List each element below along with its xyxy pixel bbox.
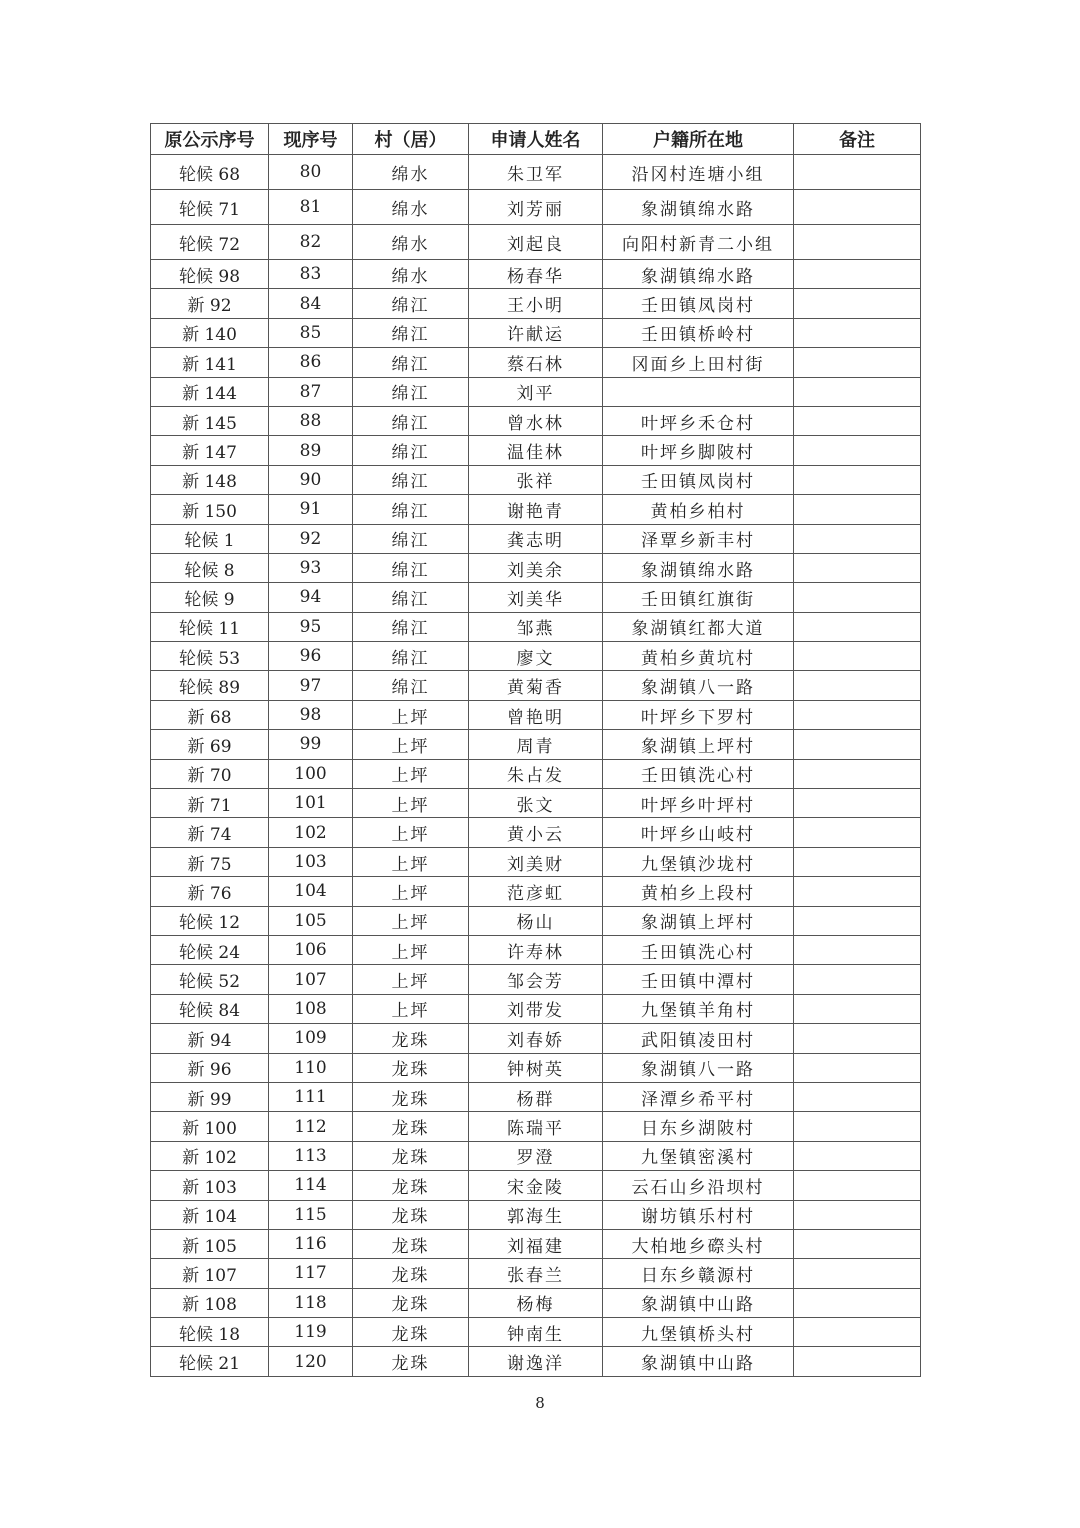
table-row [151,1053,921,1082]
village-cell: 龙珠 [353,1141,469,1170]
remarks-cell [794,906,921,935]
current-number-cell: 87 [269,377,353,406]
remarks-cell [794,730,921,759]
current-number-cell: 84 [269,289,353,318]
village-cell: 上坪 [353,818,469,847]
applicant-name-cell: 谢逸洋 [469,1347,603,1376]
remarks-cell [794,260,921,289]
remarks-cell [794,190,921,225]
village-cell: 绵江 [353,612,469,641]
household-registration-cell: 象湖镇绵水路 [603,553,794,582]
applicant-name-cell: 杨春华 [469,260,603,289]
current-number-cell: 104 [269,877,353,906]
table-row [151,1288,921,1317]
village-cell: 龙珠 [353,1053,469,1082]
current-number-cell: 99 [269,730,353,759]
current-number-cell: 91 [269,495,353,524]
current-number-cell: 120 [269,1347,353,1376]
table-row [151,759,921,788]
table-row [151,1171,921,1200]
original-number-cell: 新 75 [151,847,269,876]
household-registration-cell: 象湖镇八一路 [603,1053,794,1082]
applicant-name-cell: 周青 [469,730,603,759]
remarks-cell [794,583,921,612]
header-village: 村（居） [353,124,469,155]
household-registration-cell: 象湖镇八一路 [603,671,794,700]
remarks-cell [794,1200,921,1229]
village-cell: 绵水 [353,225,469,260]
household-registration-cell: 黄柏乡上段村 [603,877,794,906]
household-registration-cell: 黄柏乡柏村 [603,495,794,524]
table-row [151,1318,921,1347]
remarks-cell [794,1259,921,1288]
applicant-name-cell: 蔡石林 [469,348,603,377]
village-cell: 龙珠 [353,1318,469,1347]
current-number-cell: 105 [269,906,353,935]
table-row [151,436,921,465]
table-row [151,348,921,377]
applicant-name-cell: 温佳林 [469,436,603,465]
remarks-cell [794,1171,921,1200]
village-cell: 上坪 [353,906,469,935]
current-number-cell: 86 [269,348,353,377]
village-cell: 龙珠 [353,1171,469,1200]
remarks-cell [794,1082,921,1111]
applicant-name-cell: 曾艳明 [469,700,603,729]
household-registration-cell: 叶坪乡禾仓村 [603,406,794,435]
original-number-cell: 新 69 [151,730,269,759]
original-number-cell: 新 96 [151,1053,269,1082]
remarks-cell [794,759,921,788]
current-number-cell: 100 [269,759,353,788]
original-number-cell: 轮候 84 [151,994,269,1023]
applicant-name-cell: 刘带发 [469,994,603,1023]
current-number-cell: 89 [269,436,353,465]
table-row [151,260,921,289]
original-number-cell: 新 104 [151,1200,269,1229]
household-registration-cell: 叶坪乡山岐村 [603,818,794,847]
applicant-name-cell: 廖文 [469,642,603,671]
original-number-cell: 新 92 [151,289,269,318]
current-number-cell: 109 [269,1024,353,1053]
remarks-cell [794,348,921,377]
applicant-name-cell: 刘福建 [469,1229,603,1258]
table-row [151,190,921,225]
original-number-cell: 轮候 98 [151,260,269,289]
original-number-cell: 轮候 68 [151,155,269,190]
table-row [151,906,921,935]
original-number-cell: 轮候 72 [151,225,269,260]
applicant-name-cell: 刘春娇 [469,1024,603,1053]
applicant-name-cell: 刘平 [469,377,603,406]
original-number-cell: 轮候 11 [151,612,269,641]
remarks-cell [794,377,921,406]
remarks-cell [794,406,921,435]
original-number-cell: 新 76 [151,877,269,906]
current-number-cell: 81 [269,190,353,225]
village-cell: 绵江 [353,524,469,553]
household-registration-cell: 日东乡湖陂村 [603,1112,794,1141]
applicant-name-cell: 罗澄 [469,1141,603,1170]
original-number-cell: 轮候 53 [151,642,269,671]
village-cell: 龙珠 [353,1259,469,1288]
table-row [151,406,921,435]
remarks-cell [794,524,921,553]
applicant-name-cell: 郭海生 [469,1200,603,1229]
current-number-cell: 94 [269,583,353,612]
current-number-cell: 106 [269,935,353,964]
current-number-cell: 98 [269,700,353,729]
original-number-cell: 新 145 [151,406,269,435]
village-cell: 绵江 [353,495,469,524]
household-registration-cell: 象湖镇中山路 [603,1288,794,1317]
current-number-cell: 116 [269,1229,353,1258]
applicant-name-cell: 黄菊香 [469,671,603,700]
household-registration-cell: 泽覃乡新丰村 [603,524,794,553]
applicant-name-cell: 刘芳丽 [469,190,603,225]
household-registration-cell: 壬田镇桥岭村 [603,318,794,347]
table-row [151,495,921,524]
village-cell: 上坪 [353,759,469,788]
household-registration-cell: 九堡镇沙垅村 [603,847,794,876]
remarks-cell [794,1024,921,1053]
current-number-cell: 110 [269,1053,353,1082]
table-row [151,994,921,1023]
table-row [151,642,921,671]
header-current-number: 现序号 [269,124,353,155]
applicant-name-cell: 刘起良 [469,225,603,260]
applicant-name-cell: 刘美余 [469,553,603,582]
page-number: 8 [535,1394,545,1412]
village-cell: 上坪 [353,700,469,729]
original-number-cell: 轮候 12 [151,906,269,935]
table-body [151,155,921,1377]
current-number-cell: 115 [269,1200,353,1229]
current-number-cell: 96 [269,642,353,671]
village-cell: 绵水 [353,155,469,190]
applicant-name-cell: 陈瑞平 [469,1112,603,1141]
original-number-cell: 新 107 [151,1259,269,1288]
remarks-cell [794,1141,921,1170]
current-number-cell: 113 [269,1141,353,1170]
current-number-cell: 117 [269,1259,353,1288]
original-number-cell: 新 144 [151,377,269,406]
original-number-cell: 新 108 [151,1288,269,1317]
current-number-cell: 95 [269,612,353,641]
remarks-cell [794,671,921,700]
applicant-name-cell: 许献运 [469,318,603,347]
remarks-cell [794,1318,921,1347]
applicant-name-cell: 杨山 [469,906,603,935]
household-registration-cell: 象湖镇绵水路 [603,260,794,289]
remarks-cell [794,495,921,524]
table-row [151,225,921,260]
original-number-cell: 新 105 [151,1229,269,1258]
applicant-name-cell: 黄小云 [469,818,603,847]
table-row [151,877,921,906]
table-row [151,1200,921,1229]
village-cell: 绵水 [353,190,469,225]
applicant-name-cell: 朱卫军 [469,155,603,190]
table-row [151,583,921,612]
household-registration-cell [603,377,794,406]
applicant-name-cell: 朱占发 [469,759,603,788]
header-household-registration: 户籍所在地 [603,124,794,155]
remarks-cell [794,465,921,494]
current-number-cell: 107 [269,965,353,994]
table-row [151,935,921,964]
current-number-cell: 108 [269,994,353,1023]
village-cell: 上坪 [353,877,469,906]
household-registration-cell: 叶坪乡下罗村 [603,700,794,729]
table-row [151,318,921,347]
village-cell: 绵江 [353,406,469,435]
household-registration-cell: 象湖镇中山路 [603,1347,794,1376]
original-number-cell: 新 68 [151,700,269,729]
applicant-name-cell: 钟树英 [469,1053,603,1082]
original-number-cell: 新 70 [151,759,269,788]
applicant-name-cell: 谢艳青 [469,495,603,524]
village-cell: 龙珠 [353,1347,469,1376]
original-number-cell: 轮候 71 [151,190,269,225]
current-number-cell: 101 [269,789,353,818]
current-number-cell: 119 [269,1318,353,1347]
table-row [151,612,921,641]
remarks-cell [794,1053,921,1082]
applicant-table [150,123,921,1377]
table-row [151,1112,921,1141]
header-applicant-name: 申请人姓名 [469,124,603,155]
table-row [151,1259,921,1288]
village-cell: 绵江 [353,436,469,465]
remarks-cell [794,818,921,847]
household-registration-cell: 沿冈村连塘小组 [603,155,794,190]
remarks-cell [794,612,921,641]
table-row [151,818,921,847]
table-row [151,700,921,729]
current-number-cell: 83 [269,260,353,289]
village-cell: 上坪 [353,935,469,964]
remarks-cell [794,994,921,1023]
household-registration-cell: 象湖镇上坪村 [603,906,794,935]
remarks-cell [794,1229,921,1258]
applicant-name-cell: 刘美华 [469,583,603,612]
applicant-name-cell: 曾水林 [469,406,603,435]
current-number-cell: 97 [269,671,353,700]
household-registration-cell: 壬田镇洗心村 [603,759,794,788]
original-number-cell: 轮候 24 [151,935,269,964]
applicant-name-cell: 张文 [469,789,603,818]
village-cell: 龙珠 [353,1288,469,1317]
current-number-cell: 82 [269,225,353,260]
original-number-cell: 新 74 [151,818,269,847]
household-registration-cell: 大柏地乡磜头村 [603,1229,794,1258]
village-cell: 上坪 [353,730,469,759]
applicant-name-cell: 杨群 [469,1082,603,1111]
applicant-name-cell: 宋金陵 [469,1171,603,1200]
village-cell: 上坪 [353,789,469,818]
current-number-cell: 85 [269,318,353,347]
remarks-cell [794,289,921,318]
remarks-cell [794,436,921,465]
household-registration-cell: 武阳镇凌田村 [603,1024,794,1053]
household-registration-cell: 日东乡赣源村 [603,1259,794,1288]
remarks-cell [794,642,921,671]
table-row [151,847,921,876]
applicant-name-cell: 许寿林 [469,935,603,964]
household-registration-cell: 象湖镇红都大道 [603,612,794,641]
household-registration-cell: 象湖镇绵水路 [603,190,794,225]
remarks-cell [794,318,921,347]
applicant-name-cell: 张春兰 [469,1259,603,1288]
applicant-name-cell: 邹会芳 [469,965,603,994]
village-cell: 绵江 [353,553,469,582]
original-number-cell: 新 141 [151,348,269,377]
household-registration-cell: 冈面乡上田村街 [603,348,794,377]
current-number-cell: 88 [269,406,353,435]
household-registration-cell: 壬田镇中潭村 [603,965,794,994]
table-row [151,1229,921,1258]
remarks-cell [794,965,921,994]
original-number-cell: 新 140 [151,318,269,347]
original-number-cell: 新 71 [151,789,269,818]
village-cell: 龙珠 [353,1082,469,1111]
table-row [151,1141,921,1170]
village-cell: 绵水 [353,260,469,289]
village-cell: 绵江 [353,348,469,377]
remarks-cell [794,225,921,260]
original-number-cell: 轮候 21 [151,1347,269,1376]
household-registration-cell: 谢坊镇乐村村 [603,1200,794,1229]
village-cell: 绵江 [353,318,469,347]
household-registration-cell: 叶坪乡脚陂村 [603,436,794,465]
original-number-cell: 轮候 8 [151,553,269,582]
remarks-cell [794,847,921,876]
applicant-name-cell: 刘美财 [469,847,603,876]
household-registration-cell: 九堡镇桥头村 [603,1318,794,1347]
table-row [151,1347,921,1376]
remarks-cell [794,1288,921,1317]
table-header-row [151,124,921,155]
original-number-cell: 新 103 [151,1171,269,1200]
applicant-name-cell: 龚志明 [469,524,603,553]
household-registration-cell: 云石山乡沿坝村 [603,1171,794,1200]
original-number-cell: 新 148 [151,465,269,494]
household-registration-cell: 黄柏乡黄坑村 [603,642,794,671]
table-row [151,465,921,494]
village-cell: 绵江 [353,583,469,612]
applicant-name-cell: 钟南生 [469,1318,603,1347]
current-number-cell: 80 [269,155,353,190]
village-cell: 绵江 [353,642,469,671]
original-number-cell: 新 100 [151,1112,269,1141]
remarks-cell [794,155,921,190]
table-row [151,155,921,190]
household-registration-cell: 壬田镇凤岗村 [603,465,794,494]
village-cell: 绵江 [353,671,469,700]
table-row [151,1082,921,1111]
current-number-cell: 92 [269,524,353,553]
household-registration-cell: 向阳村新青二小组 [603,225,794,260]
table-row [151,289,921,318]
original-number-cell: 轮候 89 [151,671,269,700]
remarks-cell [794,789,921,818]
original-number-cell: 新 94 [151,1024,269,1053]
household-registration-cell: 九堡镇密溪村 [603,1141,794,1170]
village-cell: 上坪 [353,965,469,994]
current-number-cell: 118 [269,1288,353,1317]
remarks-cell [794,877,921,906]
current-number-cell: 114 [269,1171,353,1200]
household-registration-cell: 壬田镇红旗街 [603,583,794,612]
household-registration-cell: 壬田镇凤岗村 [603,289,794,318]
current-number-cell: 103 [269,847,353,876]
remarks-cell [794,1347,921,1376]
current-number-cell: 90 [269,465,353,494]
table-row [151,553,921,582]
table-row [151,524,921,553]
original-number-cell: 轮候 18 [151,1318,269,1347]
village-cell: 龙珠 [353,1024,469,1053]
original-number-cell: 新 102 [151,1141,269,1170]
village-cell: 龙珠 [353,1112,469,1141]
original-number-cell: 轮候 1 [151,524,269,553]
table-row [151,671,921,700]
table-row [151,377,921,406]
table-row [151,1024,921,1053]
original-number-cell: 新 147 [151,436,269,465]
household-registration-cell: 叶坪乡叶坪村 [603,789,794,818]
current-number-cell: 112 [269,1112,353,1141]
household-registration-cell: 壬田镇洗心村 [603,935,794,964]
village-cell: 龙珠 [353,1229,469,1258]
household-registration-cell: 泽潭乡希平村 [603,1082,794,1111]
village-cell: 绵江 [353,289,469,318]
village-cell: 上坪 [353,847,469,876]
current-number-cell: 93 [269,553,353,582]
applicant-name-cell: 范彦虹 [469,877,603,906]
village-cell: 绵江 [353,377,469,406]
original-number-cell: 轮候 9 [151,583,269,612]
original-number-cell: 新 150 [151,495,269,524]
household-registration-cell: 象湖镇上坪村 [603,730,794,759]
current-number-cell: 111 [269,1082,353,1111]
header-remarks: 备注 [794,124,921,155]
village-cell: 绵江 [353,465,469,494]
header-original-number: 原公示序号 [151,124,269,155]
applicant-name-cell: 杨梅 [469,1288,603,1317]
original-number-cell: 轮候 52 [151,965,269,994]
village-cell: 龙珠 [353,1200,469,1229]
applicant-name-cell: 邹燕 [469,612,603,641]
table-row [151,965,921,994]
remarks-cell [794,700,921,729]
applicant-name-cell: 张祥 [469,465,603,494]
current-number-cell: 102 [269,818,353,847]
village-cell: 上坪 [353,994,469,1023]
remarks-cell [794,553,921,582]
household-registration-cell: 九堡镇羊角村 [603,994,794,1023]
table-row [151,730,921,759]
remarks-cell [794,1112,921,1141]
original-number-cell: 新 99 [151,1082,269,1111]
table-row [151,789,921,818]
applicant-name-cell: 王小明 [469,289,603,318]
remarks-cell [794,935,921,964]
